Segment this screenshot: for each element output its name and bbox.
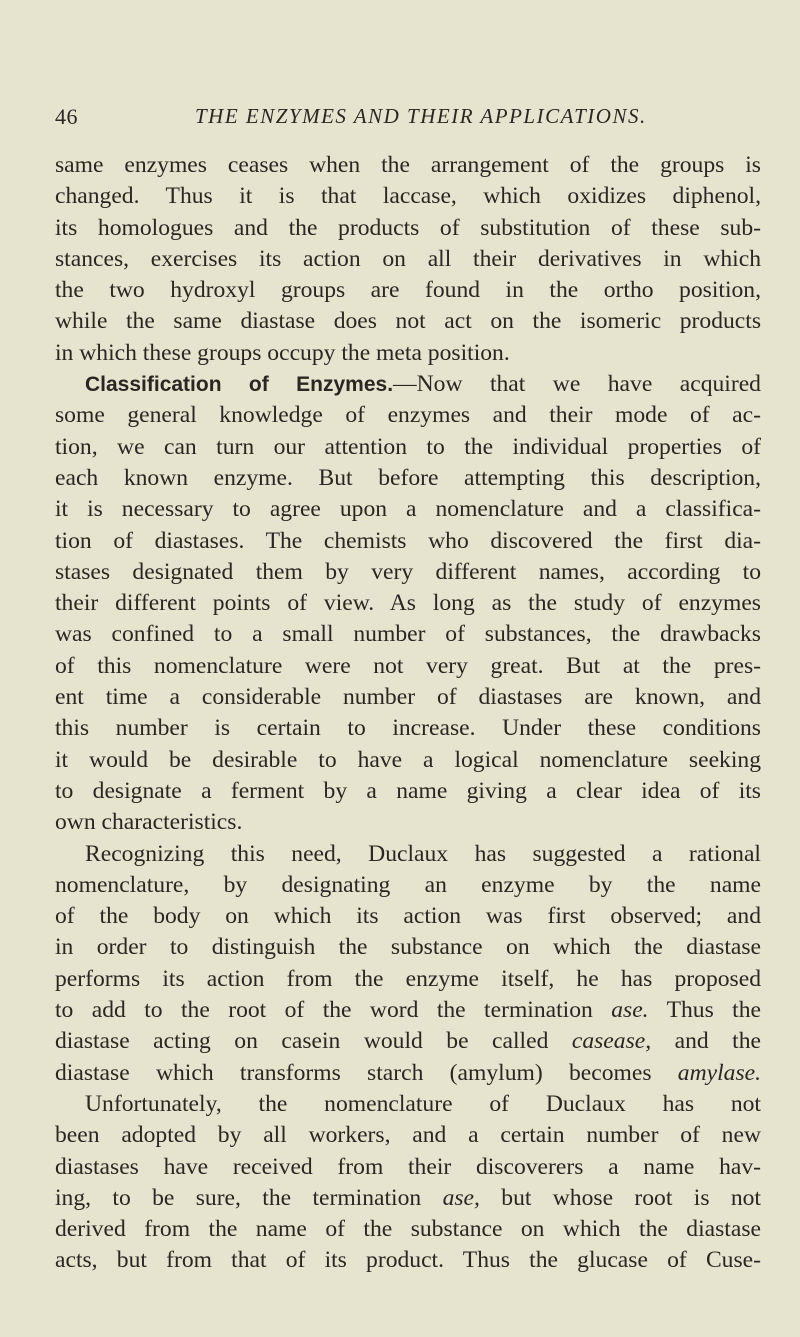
text-run: diastase which transforms starch (amylum) becomes	[55, 1059, 678, 1086]
text-run: of this nomenclature were not very great. But at the pres-	[55, 652, 761, 679]
text-run: ing, to be sure, the termination	[55, 1184, 443, 1211]
text-line	[55, 1058, 761, 1089]
text-line	[55, 432, 761, 463]
text-run: ent time a considerable number of diastases are known, and	[55, 684, 761, 711]
text-run: nomenclature, by designating an enzyme by the name	[55, 871, 761, 898]
text-line	[55, 306, 761, 337]
text-run: tion of diastases. The chemists who discovered the first dia-	[55, 527, 761, 554]
text-run: the two hydroxyl groups are found in the ortho position,	[55, 277, 761, 304]
page-number: 46	[55, 104, 78, 129]
text-run: own characteristics.	[55, 809, 243, 836]
text-line	[55, 150, 761, 181]
text-run: it is necessary to agree upon a nomenclature and a classifica-	[55, 496, 761, 523]
italic-term: amylase.	[677, 1059, 761, 1086]
text-line	[55, 181, 761, 212]
text-run: but whose root is not	[479, 1184, 761, 1211]
text-run: was confined to a small number of substances, the drawbacks	[55, 621, 761, 648]
text-run: this number is certain to increase. Under these conditions	[55, 715, 761, 742]
text-run: changed. Thus it is that laccase, which oxidizes diphenol,	[55, 183, 761, 210]
text-run: tion, we can turn our attention to the individual properties of	[55, 433, 761, 460]
text-run: its homologues and the products of substitution of these sub-	[55, 214, 761, 241]
text-run: their different points of view. As long as the study of enzymes	[55, 590, 761, 617]
text-line	[55, 369, 761, 400]
text-line	[55, 651, 761, 682]
text-run: some general knowledge of enzymes and their mode of ac-	[55, 402, 761, 429]
text-run: derived from the name of the substance on which the diastase	[55, 1216, 761, 1243]
text-line	[55, 1183, 761, 1214]
text-run: stances, exercises its action on all their derivatives in which	[55, 245, 761, 272]
text-line	[55, 1089, 761, 1120]
text-line	[55, 1152, 761, 1183]
text-run: it would be desirable to have a logical nomenclature seeking	[55, 746, 761, 773]
body-text	[55, 150, 761, 1277]
text-line	[55, 275, 761, 306]
text-line	[55, 619, 761, 650]
text-run: and the	[651, 1028, 762, 1055]
text-line	[55, 1120, 761, 1151]
text-line	[55, 901, 761, 932]
text-run: each known enzyme. But before attempting this description,	[55, 464, 761, 491]
running-head: THE ENZYMES AND THEIR APPLICATIONS.	[195, 104, 647, 128]
text-line	[55, 1214, 761, 1245]
text-run: while the same diastase does not act on the isomeric products	[55, 308, 761, 335]
text-line	[55, 494, 761, 525]
text-line	[55, 1026, 761, 1057]
text-line	[55, 807, 761, 838]
text-line	[55, 338, 761, 369]
text-line	[55, 870, 761, 901]
text-line	[55, 932, 761, 963]
text-line	[55, 557, 761, 588]
text-run: Thus the	[648, 997, 761, 1024]
text-line	[55, 244, 761, 275]
page-header	[55, 104, 755, 134]
text-line	[55, 995, 761, 1026]
italic-term: casease,	[571, 1028, 652, 1055]
text-line	[55, 400, 761, 431]
text-line	[55, 964, 761, 995]
text-line	[55, 526, 761, 557]
text-line	[55, 463, 761, 494]
text-run: Unfortunately, the nomenclature of Duclaux has not	[85, 1090, 761, 1117]
text-run: same enzymes ceases when the arrangement of the groups is	[55, 152, 761, 178]
text-run: diastase acting on casein would be called	[55, 1028, 572, 1055]
text-run: in which these groups occupy the meta position.	[55, 339, 510, 366]
text-line	[55, 745, 761, 776]
text-run: diastases have received from their discoverers a name hav-	[55, 1153, 761, 1180]
text-line	[55, 213, 761, 244]
text-line	[55, 1245, 761, 1276]
text-run: —Now that we have acquired	[393, 371, 761, 398]
text-run: of the body on which its action was first observed; and	[55, 903, 761, 930]
text-line	[55, 839, 761, 870]
text-line	[55, 682, 761, 713]
text-run: to add to the root of the word the termination	[55, 997, 612, 1024]
text-run: stases designated them by very different names, according to	[55, 558, 761, 585]
section-heading: Classification of Enzymes.	[85, 373, 394, 397]
text-line	[55, 588, 761, 619]
text-run: to designate a ferment by a name giving a clear idea of its	[55, 777, 761, 804]
text-line	[55, 776, 761, 807]
text-run: performs its action from the enzyme itself, he has proposed	[55, 965, 761, 992]
text-run: Recognizing this need, Duclaux has suggested a rational	[85, 840, 761, 867]
italic-term: ase.	[611, 997, 649, 1024]
text-line	[55, 713, 761, 744]
italic-term: ase,	[442, 1184, 480, 1211]
text-run: in order to distinguish the substance on which the diastase	[55, 934, 761, 961]
text-run: acts, but from that of its product. Thus the glucase of Cuse-	[55, 1247, 761, 1274]
text-run: been adopted by all workers, and a certain number of new	[55, 1122, 761, 1149]
